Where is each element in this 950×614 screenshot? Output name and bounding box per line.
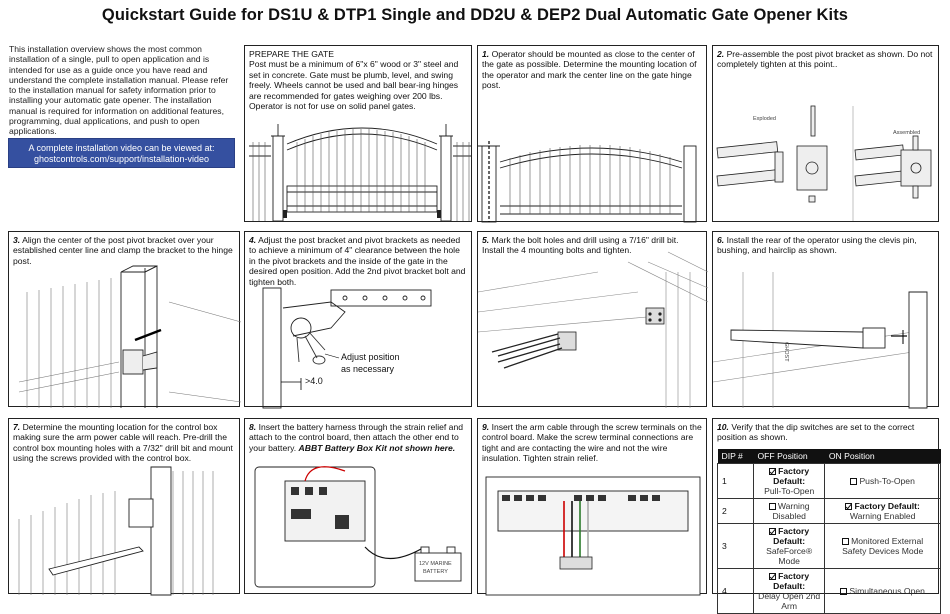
dip-number: 2 [718,499,754,524]
dip-on-cell [825,569,941,614]
panel-step-1 [477,45,707,222]
dip-on-cell [825,524,941,569]
step-8-number: 8. [249,422,257,432]
dip-mode-label: Monitored External Safety Devices Mode [842,536,924,556]
step-2-number: 2. [717,49,725,59]
dip-off-cell [754,524,825,569]
panel-step-4 [244,231,472,407]
dip-mode-label: Warning Enabled [849,511,916,521]
checkbox-icon [842,538,849,545]
dip-on-cell [825,464,941,499]
step-8-note: ABBT Battery Box Kit not shown here. [298,442,456,453]
dip-mode-label: SafeForce® Mode [766,546,813,566]
dip-mode-label: Pull-To-Open [764,486,815,496]
dip-off-cell [754,464,825,499]
page-title: Quickstart Guide for DS1U & DTP1 Single and DD2U & DEP2 Dual Automatic Gate Opener Kits [101,6,849,24]
step-10-text: Verify that the dip switches are set to the correct position as shown. [717,422,915,443]
step-2-text: Pre-assemble the post pivot bracket as shown. Do not completely tighten at this point.. [717,49,933,70]
panel-step-8 [244,418,472,594]
step-1-text: Operator should be mounted as close to the center of the gate as possible. Determine the mounting location of the operator and mark the center line on the gate hinge post. [482,49,697,91]
step-4-number: 4. [249,235,257,245]
video-line-1: A complete installation video can be viewed at: [28,143,215,153]
dip-off-cell [754,499,825,524]
intro-text: This installation overview shows the most common installation of a single, pull to open application and is intended for use as a guide once you have read and understand the complete installation manual. Please refer to the installation manual for safety information prior to installing your automatic gate opener. The installation manual is required for information on additional features, programming, dual applications, and push to open applications. [9,44,229,137]
dip-row [718,524,941,569]
assembled-label: Assembled [893,130,921,136]
panel-step-6 [712,231,939,407]
exploded-label: Exploded [753,116,776,122]
panel-step-5 [477,231,707,407]
step-9-text: Insert the arm cable through the screw terminals on the control board. Make the screw terminal connections are tight and are contacting the wire and not the wire insulation. Tighten strain relief. [482,422,702,464]
clearance-illustration [245,232,473,408]
panel-step-3 [8,231,240,407]
factory-default-label: Factory Default: [773,526,810,546]
step-7-number: 7. [13,422,21,432]
dip-switch-table [717,449,941,614]
checkbox-icon [769,573,776,580]
checkbox-icon [845,503,852,510]
operator-install-illustration [713,232,940,408]
panel-step-9 [477,418,707,594]
step-3-number: 3. [13,235,21,245]
step-5-number: 5. [482,235,490,245]
pivot-bracket-illustration [713,46,940,223]
arm-cable-illustration [478,419,708,595]
factory-default-label: Factory Default: [854,501,920,511]
adjust-callout-line2: as necessary [341,364,395,374]
adjust-callout-line1: Adjust position [341,352,400,362]
factory-default-label: Factory Default: [773,466,810,486]
step-5-text: Mark the bolt holes and drill using a 7/16" drill bit. Install the 4 mounting bolts and tighten. [482,235,679,256]
dip-row [718,464,941,499]
step-6-text: Install the rear of the operator using the clevis pin, bushing, and hairclip as shown. [717,235,917,256]
clearance-dimension: >4.0 [305,376,323,386]
dip-header-on: ON Position [825,449,941,464]
dip-header-number: DIP # [718,449,754,464]
checkbox-icon [769,528,776,535]
prepare-text: Post must be a minimum of 6"x 6" wood or 3" steel and set in concrete. Gate must be plumb, level, and swing freely. Wheels cannot be used and ball bear-ing hinges are recommended for gates weighing over 200 lbs. Operator is not for use on solid panel gates. [249,59,459,112]
installation-video-banner[interactable] [8,138,235,168]
step-3-text: Align the center of the post pivot bracket over your established center line and clamp the bracket to the hinge post. [13,235,233,266]
dip-number: 3 [718,524,754,569]
dip-header-off: OFF Position [754,449,825,464]
step-6-number: 6. [717,235,725,245]
prepare-heading: PREPARE THE GATE [249,49,335,59]
drill-bolts-illustration [478,232,708,408]
dip-row [718,569,941,614]
battery-label-line2: BATTERY [423,569,448,575]
gate-illustration [245,46,473,223]
panel-step-10 [712,418,939,611]
checkbox-icon [850,478,857,485]
step-8-text: Insert the battery harness through the strain relief and attach to the control board, then attach the other end to your battery. [249,422,464,453]
dip-number: 4 [718,569,754,614]
dip-mode-label: Delay Open 2nd Arm [758,591,821,611]
dip-number: 1 [718,464,754,499]
factory-default-label: Factory Default: [773,571,810,591]
operator-brand: GHOST [783,342,789,362]
gate-centerline-illustration [478,46,708,223]
control-box-mount-illustration [9,419,241,595]
video-link[interactable]: ghostcontrols.com/support/installation-video [33,154,210,164]
dip-on-cell [825,499,941,524]
dip-off-cell [754,569,825,614]
dip-row [718,499,941,524]
clamp-bracket-illustration [9,232,241,408]
checkbox-icon [769,468,776,475]
panel-prepare-gate [244,45,472,222]
step-7-text: Determine the mounting location for the control box making sure the arm power cable will reach. Pre-drill the control box mounting holes with a 7/32" drill bit and mount using the screws provided with the control box. [13,422,233,464]
panel-step-7 [8,418,240,594]
dip-mode-label: Push-To-Open [859,476,915,486]
battery-label-line1: 12V MARINE [419,561,452,567]
battery-wiring-illustration [245,419,473,595]
step-10-number: 10. [717,422,729,432]
dip-mode-label: Simultaneous Open [849,586,925,596]
step-4-text: Adjust the post bracket and pivot brackets as needed to achieve a minimum of 4" clearance between the hole in the pivot brackets and the inside of the gate in the desired open position. Add the 2nd pivot bracket bolt and tighten both. [249,235,466,287]
panel-step-2 [712,45,939,222]
step-1-number: 1. [482,49,490,59]
checkbox-icon [840,588,847,595]
step-9-number: 9. [482,422,490,432]
checkbox-icon [769,503,776,510]
dip-mode-label: Warning Disabled [772,501,810,521]
